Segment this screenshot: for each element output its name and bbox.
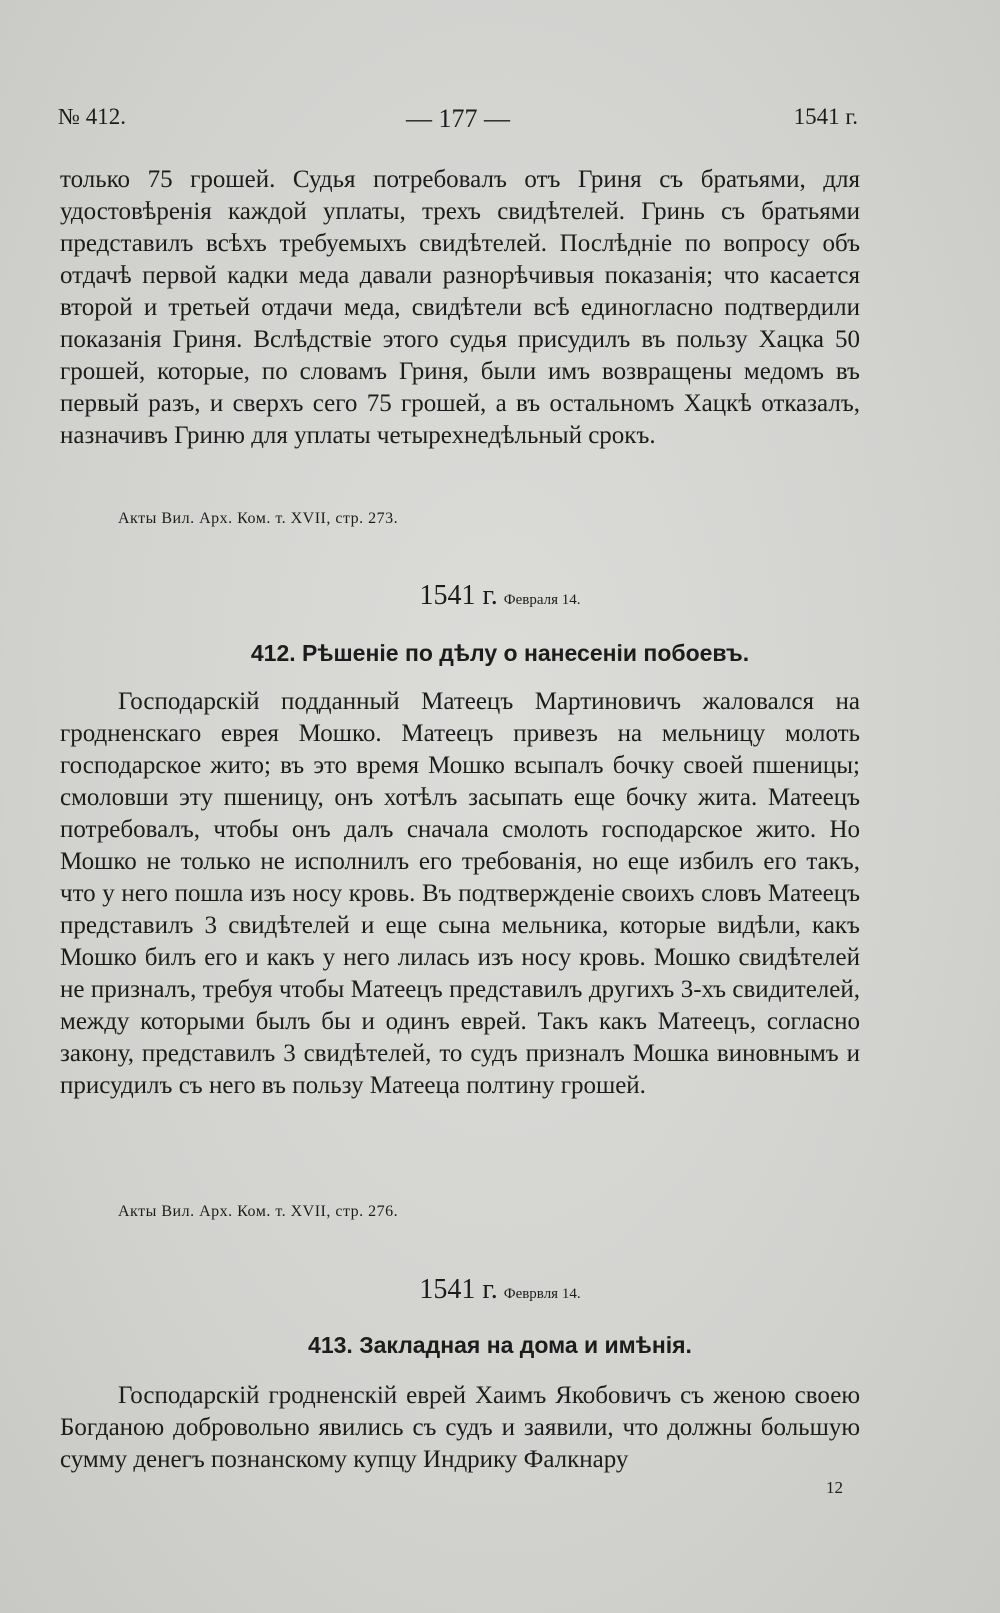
page-header	[58, 104, 858, 138]
entry-412-date: Февраля 14.	[503, 592, 581, 608]
continuation-paragraph: только 75 грошей. Судья потребовалъ отъ Гриня съ братьями, для удостовѣренія каждой уплаты, трехъ свидѣтелей. Гринь съ братьями представилъ всѣхъ требуемыхъ свидѣтелей. Послѣдніе по вопросу объ отдачѣ первой кадки меда давали разнорѣчивыя показанія; что касается второй и третьей отдачи меда, свидѣтели всѣ единогласно подтвердили показанія Гриня. Вслѣдствіе этого судья присудилъ въ пользу Хацка 50 грошей, которые, по словамъ Гриня, были имъ возвращены медомъ въ первый разъ, и сверхъ сего 75 грошей, а въ остальномъ Хацкѣ отказалъ, назначивъ Гриню для уплаты четырехнедѣльный срокъ.	[60, 166, 860, 449]
entry-412-title: 412. Рѣшеніе по дѣлу о нанесеніи побоевъ.	[250, 640, 750, 666]
entry-413-title: 413. Закладная на дома и имѣнія.	[308, 1332, 692, 1358]
signature-mark: 12	[826, 1478, 843, 1497]
entry-412-paragraph: Господарскій подданный Матеецъ Мартиновичъ жаловался на гродненскаго еврея Мошко. Матеецъ привезъ на мельницу молоть господарское жито; въ это время Мошко всыпалъ бочку своей пшеницы; смоловши эту пшеницу, онъ хотѣлъ засыпать еще бочку жита. Матеецъ потребовалъ, чтобы онъ далъ сначала смолоть господарское жито. Но Мошко не только не исполнилъ его требованія, но еще избилъ его такъ, что у него пошла изъ носу кровь. Въ подтвержденіе своихъ словъ Матеецъ представилъ 3 свидѣтелей и еще сына мельника, которые видѣли, какъ Мошко билъ его и какъ у него лилась изъ носу кровь. Мошко свидѣтелей не призналъ, требуя чтобы Матеецъ представилъ другихъ 3-хъ свидителей, между которыми былъ бы и одинъ еврей. Такъ какъ Матеецъ, согласно закону, представилъ 3 свидѣтелей, то судъ призналъ Мошка виновнымъ и присудилъ съ него въ пользу Матееца полтину грошей.	[60, 688, 860, 1099]
entry-413-body	[60, 1380, 860, 1476]
entry-413-year: 1541 г.	[419, 1274, 498, 1305]
page-number: — 177 —	[406, 104, 510, 133]
entry-413-date: Феврвля 14.	[503, 1286, 581, 1302]
entry-413-paragraph: Господарскій гродненскій еврей Хаимъ Якобовичъ съ женою своею Богданою добровольно явились съ судъ и заявили, что должны большую сумму денегъ познанскому купцу Индрику Фалкнару	[60, 1382, 860, 1473]
entry-412-body	[60, 686, 860, 1102]
entry-412-year: 1541 г.	[419, 580, 498, 611]
document-number: № 412.	[58, 104, 126, 129]
header-year: 1541 г.	[793, 104, 858, 129]
entry-413-dateline	[0, 1274, 1000, 1306]
entry-412-source: Акты Вил. Арх. Ком. т. XVII, стр. 276.	[118, 1203, 399, 1220]
entry-412-dateline	[0, 580, 1000, 612]
continuation-block	[60, 164, 860, 452]
continuation-source: Акты Вил. Арх. Ком. т. XVII, стр. 273.	[118, 510, 399, 527]
